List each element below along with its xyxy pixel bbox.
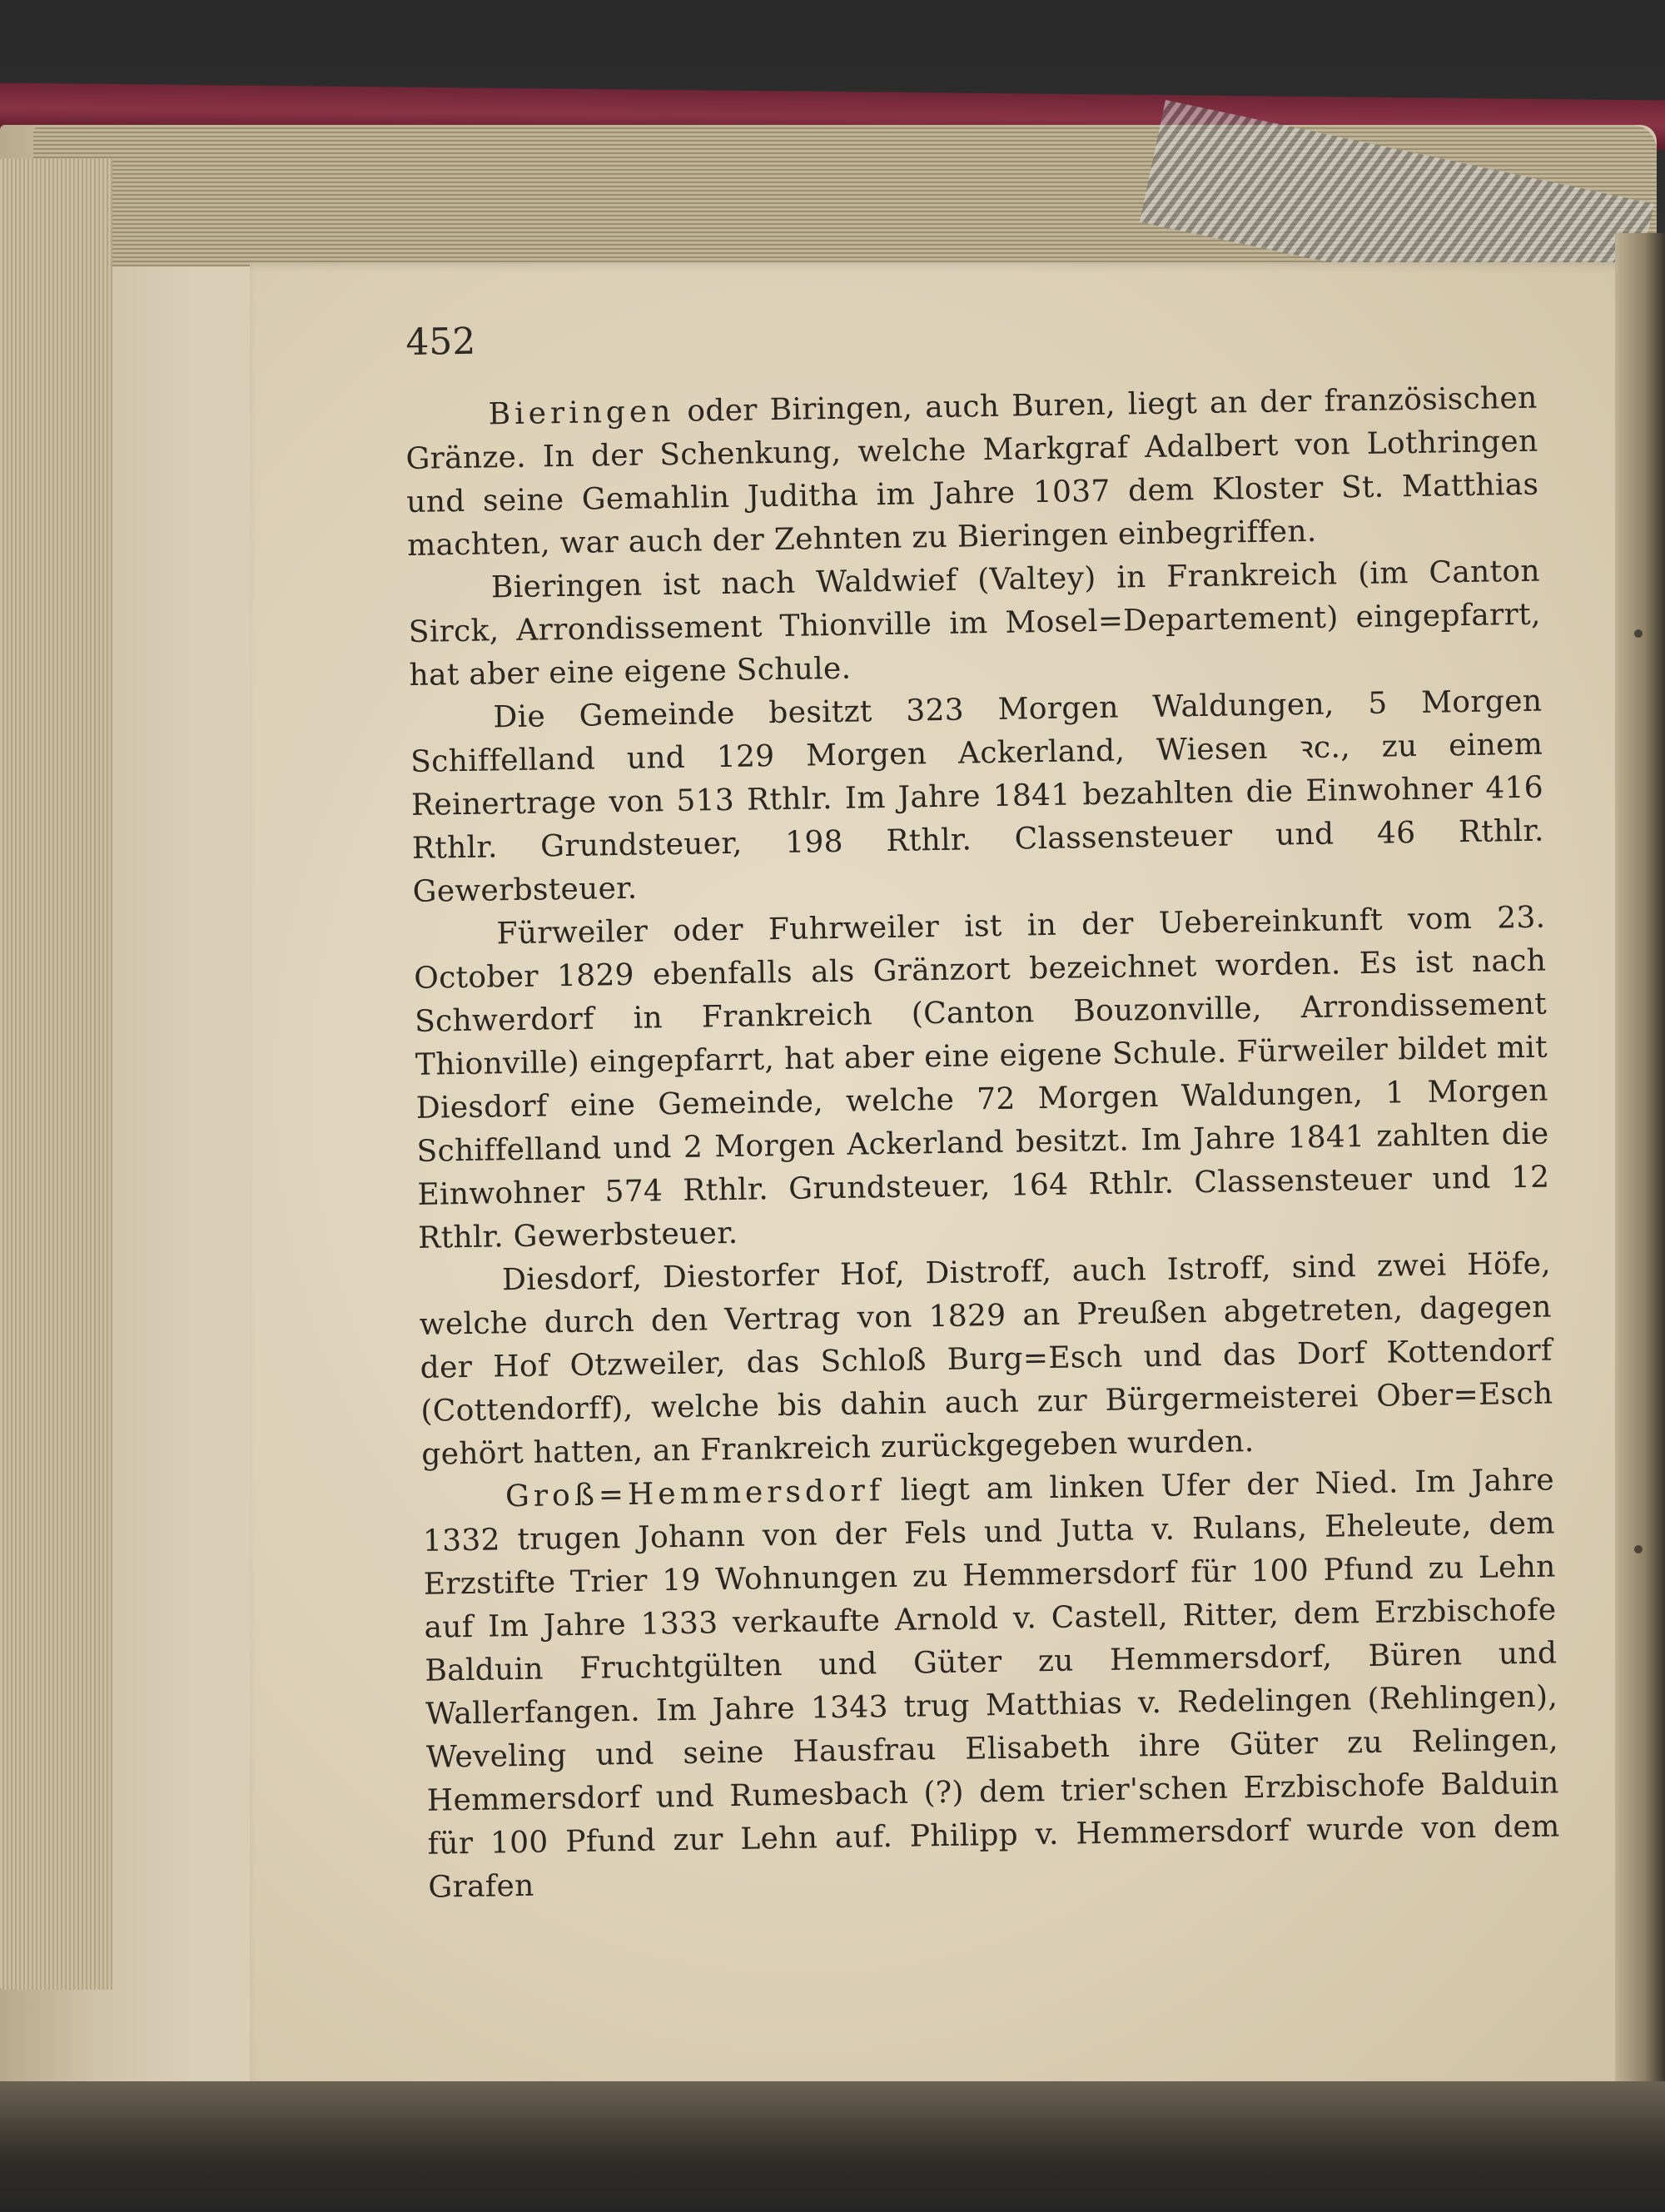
margin-mark [1634, 629, 1643, 638]
book-gutter [1615, 233, 1665, 2115]
paragraph [410, 680, 1545, 914]
bottom-shadow [0, 2081, 1665, 2212]
entry-heading: Bieringen [488, 394, 675, 432]
paragraph-text: oder Biringen, auch Buren, liegt an der französischen Gränze. In der Schenkung, welche Markgraf Adalbert von Lothringen und seine Gemahlin Juditha im Jahre 1037 dem Kloster St. Matthias machten, war auch der Zehnten zu Bieringen einbegriffen. [405, 380, 1539, 563]
page-text [404, 307, 1561, 1910]
margin-mark [1634, 1545, 1643, 1553]
paragraph [413, 897, 1550, 1260]
page-stack-left [0, 158, 112, 1990]
paragraph [422, 1459, 1561, 1909]
paragraph-text: Fürweiler oder Fuhrweiler ist in der Uebereinkunft vom 23. October 1829 ebenfalls als Gränzort bezeichnet worden. Es ist nach Schwerdorf in Frankreich (Canton Bouzonville, Arrondissement Thionville) eingepfarrt, hat aber eine eigene Schule. Fürweiler bildet mit Diesdorf eine Gemeinde, welche 72 Morgen Waldungen, 1 Morgen Schiffelland und 2 Morgen Ackerland besitzt. Im Jahre 1841 zahlten die Einwohner 574 Rthlr. Grundsteuer, 164 Rthlr. Classensteuer und 12 Rthlr. Gewerbsteuer. [414, 900, 1550, 1255]
paragraph [419, 1242, 1554, 1476]
page-number: 452 [405, 320, 476, 364]
paragraph-text: Diesdorf, Diestorfer Hof, Distroff, auch Istroff, sind zwei Höfe, welche durch den Vertrag von 1829 an Preußen abgetreten, dagegen der Hof Otzweiler, das Schloß Burg=Esch und das Dorf Kottendorf (Cottendorff), welche bis dahin auch zur Bürgermeisterei Ober=Esch gehört hatten, an Frankreich zurückgegeben wurden. [419, 1246, 1553, 1472]
paragraph-text: Bieringen ist nach Waldwief (Valtey) in Frankreich (im Canton Sirck, Arrondissement Thionville im Mosel=Departement) eingepfarrt, hat aber eine eigene Schule. [408, 554, 1541, 693]
paragraph [408, 550, 1542, 698]
entry-heading: Groß=Hemmersdorf [504, 1474, 885, 1514]
paragraph [405, 377, 1539, 568]
paragraph-text: liegt am linken Ufer der Nied. Im Jahre 1332 trugen Johann von der Fels und Jutta v. Rulans, Eheleute, dem Erzstifte Trier 19 Wohnungen zu Hemmersdorf für 100 Pfund zu Lehn auf Im Jahre 1333 verkaufte Arnold v. Castell, Ritter, dem Erzbischofe Balduin Fruchtgülten und Güter zu Hemmersdorf, Büren und Wallerfangen. Im Jahre 1343 trug Matthias v. Redelingen (Rehlingen), Weveling und seine Hausfrau Elisabeth ihre Güter zu Relingen, Hemmersdorf und Rumesbach (?) dem trier'schen Erzbischofe Balduin für 100 Pfund zur Lehn auf. Philipp v. Hemmersdorf wurde von dem Grafen [422, 1463, 1560, 1905]
paragraph-text: Die Gemeinde besitzt 323 Morgen Waldungen, 5 Morgen Schiffelland und 129 Morgen Ackerland, Wiesen ꝛc., zu einem Reinertrage von 513 Rthlr. Im Jahre 1841 bezahlten die Einwohner 416 Rthlr. Grundsteuer, 198 Rthlr. Classensteuer und 46 Rthlr. Gewerbsteuer. [410, 683, 1545, 909]
